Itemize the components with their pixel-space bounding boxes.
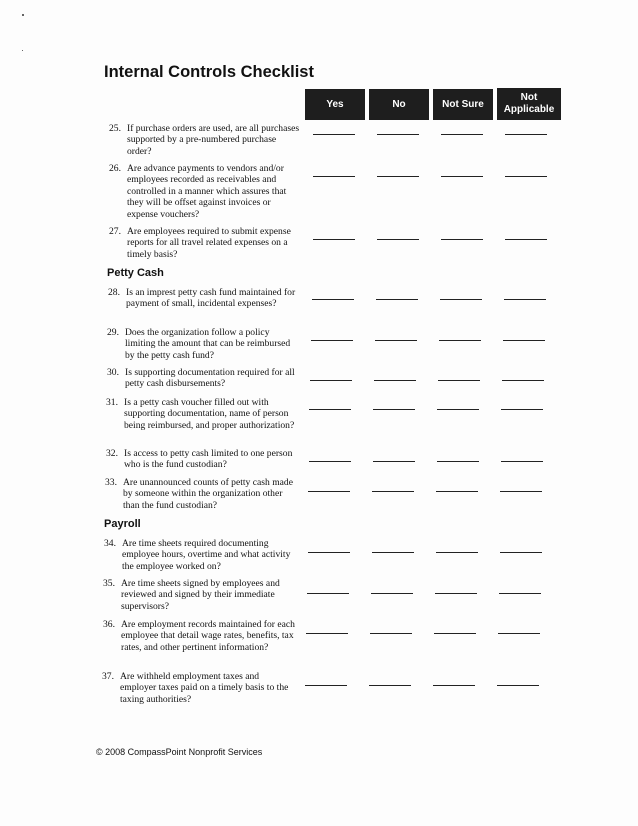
answer-blank-yes[interactable] <box>309 409 351 410</box>
answer-blank-not-applicable[interactable] <box>500 552 542 553</box>
answer-blank-not-sure[interactable] <box>434 633 476 634</box>
question-text: Are unannounced counts of petty cash made by someone within the organization other than the fund custodian? <box>123 477 293 511</box>
question-number: 28. <box>108 287 120 298</box>
answer-blank-not-applicable[interactable] <box>499 593 541 594</box>
answer-blank-yes[interactable] <box>307 593 349 594</box>
question-text: Are time sheets required documenting employee hours, overtime and what activity the employee worked on? <box>122 538 291 572</box>
answer-blank-not-sure[interactable] <box>436 491 478 492</box>
question-text: Are advance payments to vendors and/or employees recorded as receivables and controlled in a manner which assures that they will be offset against invoices or expense vouchers? <box>127 163 287 220</box>
answer-blank-yes[interactable] <box>308 552 350 553</box>
answer-blank-no[interactable] <box>375 340 417 341</box>
column-header-yes: Yes <box>305 89 365 120</box>
copyright-footer: © 2008 CompassPoint Nonprofit Services <box>96 747 263 757</box>
answer-blank-yes[interactable] <box>313 239 355 240</box>
answer-blank-not-applicable[interactable] <box>497 685 539 686</box>
question-text: Is access to petty cash limited to one person who is the fund custodian? <box>124 448 293 471</box>
answer-blank-not-sure[interactable] <box>437 409 479 410</box>
answer-blank-not-applicable[interactable] <box>502 380 544 381</box>
column-header-no: No <box>369 89 429 120</box>
column-header-not-applicable <box>497 88 561 120</box>
question-number: 27. <box>109 226 121 237</box>
answer-blank-not-applicable[interactable] <box>500 491 542 492</box>
answer-blank-not-applicable[interactable] <box>501 409 543 410</box>
section-heading-payroll: Payroll <box>104 518 141 530</box>
answer-blank-not-sure[interactable] <box>439 340 481 341</box>
answer-blank-not-sure[interactable] <box>440 299 482 300</box>
answer-blank-not-applicable[interactable] <box>505 239 547 240</box>
question-number: 34. <box>104 538 116 549</box>
question-number: 26. <box>109 163 121 174</box>
question-number: 29. <box>107 327 119 338</box>
answer-blank-not-sure[interactable] <box>436 552 478 553</box>
question-text: Are time sheets signed by employees and reviewed and signed by their immediate supervisors? <box>121 578 280 612</box>
column-header-not-sure: Not Sure <box>433 89 493 120</box>
question-number: 31. <box>106 397 118 408</box>
answer-blank-not-sure[interactable] <box>437 461 479 462</box>
answer-blank-yes[interactable] <box>313 176 355 177</box>
question-text: Are withheld employment taxes and employer taxes paid on a timely basis to the taxing authorities? <box>120 671 289 705</box>
answer-blank-no[interactable] <box>376 299 418 300</box>
answer-blank-not-applicable[interactable] <box>504 299 546 300</box>
answer-blank-not-applicable[interactable] <box>505 176 547 177</box>
question-number: 30. <box>107 367 119 378</box>
answer-blank-not-applicable[interactable] <box>501 461 543 462</box>
answer-blank-no[interactable] <box>377 239 419 240</box>
question-number: 33. <box>105 477 117 488</box>
question-number: 35. <box>103 578 115 589</box>
question-text: Does the organization follow a policy limiting the amount that can be reimbursed by the petty cash fund? <box>125 327 291 361</box>
question-text: Is supporting documentation required for all petty cash disbursements? <box>125 367 295 390</box>
answer-blank-not-sure[interactable] <box>441 176 483 177</box>
answer-blank-not-sure[interactable] <box>438 380 480 381</box>
answer-blank-no[interactable] <box>371 593 413 594</box>
question-number: 25. <box>109 123 121 134</box>
answer-blank-yes[interactable] <box>312 299 354 300</box>
answer-blank-yes[interactable] <box>305 685 347 686</box>
answer-blank-yes[interactable] <box>309 461 351 462</box>
answer-blank-no[interactable] <box>373 461 415 462</box>
question-number: 36. <box>103 619 115 630</box>
question-text: Is a petty cash voucher filled out with supporting documentation, name of person being reimbursed, and proper authorization? <box>124 397 295 431</box>
answer-blank-not-sure[interactable] <box>441 134 483 135</box>
answer-blank-yes[interactable] <box>313 134 355 135</box>
question-text: If purchase orders are used, are all purchases supported by a pre-numbered purchase order? <box>127 123 300 157</box>
scan-speck <box>22 50 23 51</box>
question-number: 37. <box>102 671 114 682</box>
question-number: 32. <box>106 448 118 459</box>
answer-blank-not-applicable[interactable] <box>498 633 540 634</box>
question-text: Are employees required to submit expense reports for all travel related expenses on a timely basis? <box>127 226 291 260</box>
answer-blank-no[interactable] <box>370 633 412 634</box>
answer-blank-not-applicable[interactable] <box>505 134 547 135</box>
answer-blank-no[interactable] <box>372 491 414 492</box>
answer-blank-no[interactable] <box>377 176 419 177</box>
answer-blank-not-applicable[interactable] <box>503 340 545 341</box>
answer-blank-not-sure[interactable] <box>433 685 475 686</box>
answer-blank-yes[interactable] <box>311 340 353 341</box>
column-header-not-applicable-label: Not Applicable <box>503 92 555 115</box>
answer-blank-yes[interactable] <box>308 491 350 492</box>
question-text: Is an imprest petty cash fund maintained for payment of small, incidental expenses? <box>126 287 296 310</box>
question-text: Are employment records maintained for each employee that detail wage rates, benefits, tax rates, and other pertinent information? <box>121 619 295 653</box>
section-heading-petty-cash: Petty Cash <box>107 267 164 279</box>
answer-blank-no[interactable] <box>373 409 415 410</box>
answer-blank-yes[interactable] <box>310 380 352 381</box>
scan-speck <box>22 14 24 16</box>
answer-blank-no[interactable] <box>369 685 411 686</box>
answer-blank-not-sure[interactable] <box>435 593 477 594</box>
page-title: Internal Controls Checklist <box>104 63 314 81</box>
answer-blank-not-sure[interactable] <box>441 239 483 240</box>
answer-blank-yes[interactable] <box>306 633 348 634</box>
answer-blank-no[interactable] <box>372 552 414 553</box>
answer-blank-no[interactable] <box>374 380 416 381</box>
answer-blank-no[interactable] <box>377 134 419 135</box>
